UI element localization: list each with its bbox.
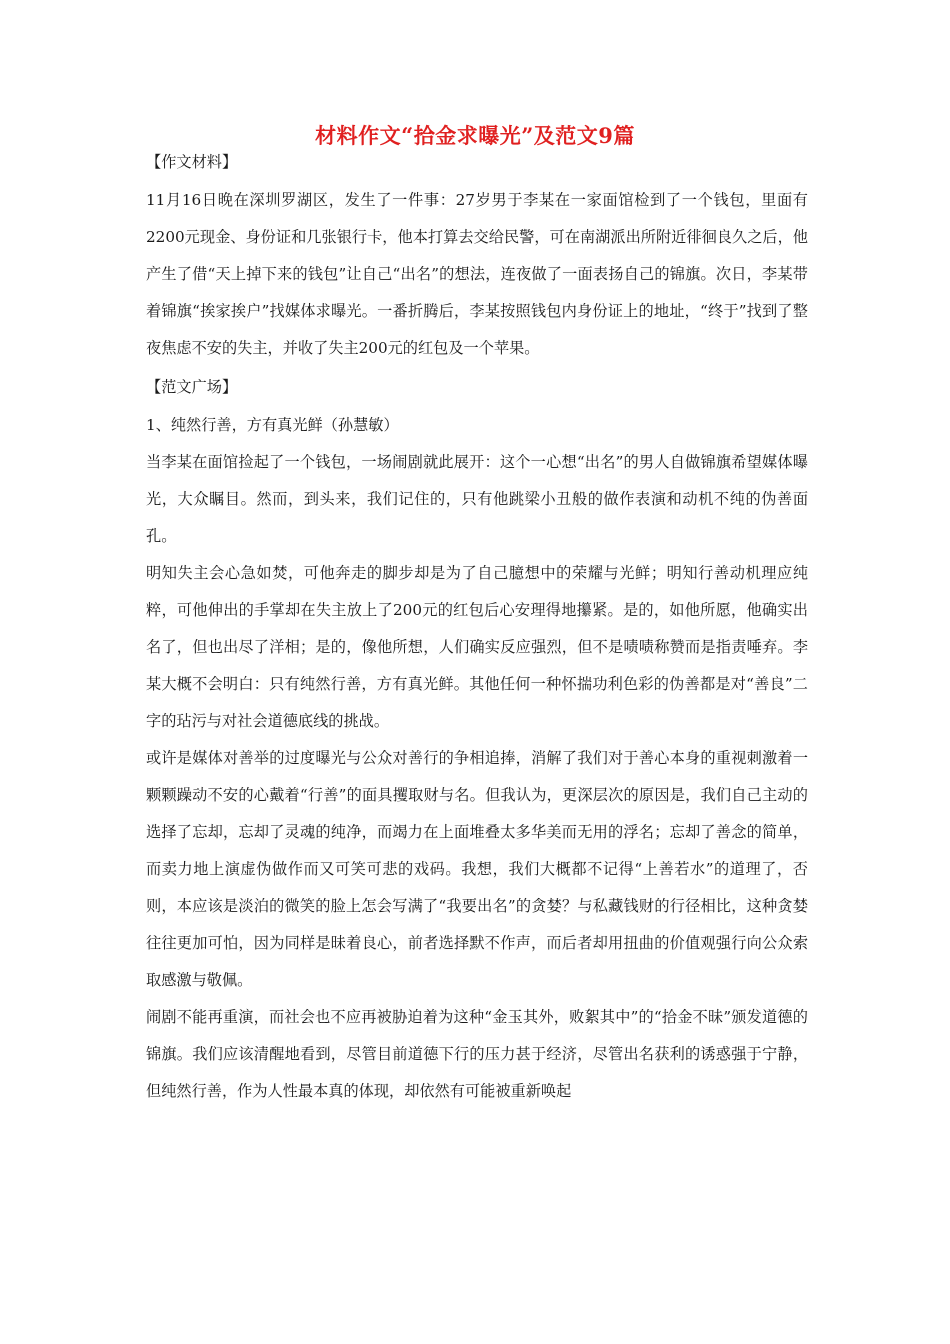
essay-paragraph-4: 闹剧不能再重演，而社会也不应再被胁迫着为这种“金玉其外，败絮其中”的“拾金不昧”颁发道德的锦旗。我们应该清醒地看到，尽管目前道德下行的压力甚于经济，尽管出名获利的诱惑强于宁静，但纯然行善，作为人性最本真的体现，却依然有可能被重新唤起 — [146, 1008, 808, 1100]
essay-paragraph-2: 明知失主会心急如焚，可他奔走的脚步却是为了自己臆想中的荣耀与光鲜；明知行善动机理应纯粹，可他伸出的手掌却在失主放上了200元的红包后心安理得地攥紧。是的，如他所愿，他确实出名了，但也出尽了洋相；是的，像他所想，人们确实反应强烈，但不是啧啧称赞而是指责唾弃。李某大概不会明白：只有纯然行善，方有真光鲜。其他任何一种怀揣功利色彩的伪善都是对“善良”二字的玷污与对社会道德底线的挑战。 — [146, 564, 808, 730]
essay-paragraph-3: 或许是媒体对善举的过度曝光与公众对善行的争相追捧，消解了我们对于善心本身的重视刺激着一颗颗躁动不安的心戴着“行善”的面具攫取财与名。但我认为，更深层次的原因是，我们自己主动的选择了忘却，忘却了灵魂的纯净，而竭力在上面堆叠太多华美而无用的浮名；忘却了善念的简单，而卖力地上演虚伪做作而又可笑可悲的戏码。我想，我们大概都不记得“上善若水”的道理了，否则，本应该是淡泊的微笑的脸上怎会写满了“我要出名”的贪婪？与私藏钱财的行径相比，这种贪婪往往更加可怕，因为同样是昧着良心，前者选择默不作声，而后者却用扭曲的价值观强行向公众索取感激与敬佩。 — [146, 749, 808, 989]
essay-paragraph-1: 当李某在面馆捡起了一个钱包，一场闹剧就此展开：这个一心想“出名”的男人自做锦旗希望媒体曝光，大众瞩目。然而，到头来，我们记住的，只有他跳梁小丑般的做作表演和动机不纯的伪善面孔。 — [146, 453, 808, 545]
section-heading-material: 【作文材料】 — [146, 153, 238, 171]
material-paragraph: 11月16日晚在深圳罗湖区，发生了一件事：27岁男于李某在一家面馆检到了一个钱包，里面有2200元现金、身份证和几张银行卡，他本打算去交给民警，可在南湖派出所附近徘徊良久之后，他产生了借“天上掉下来的钱包”让自己“出名”的想法，连夜做了一面表扬自己的锦旗。次日，李某带着锦旗“挨家挨户”找媒体求曝光。一番折腾后，李某按照钱包内身份证上的地址，“终于”找到了整夜焦虑不安的失主，并收了失主200元的红包及一个苹果。 — [146, 191, 808, 357]
document-title: 材料作文“拾金求曝光”及范文9篇 — [315, 123, 635, 148]
essay-subheading: 1、纯然行善，方有真光鲜（孙慧敏） — [146, 416, 399, 434]
section-heading-examples: 【范文广场】 — [146, 378, 238, 396]
document-body — [146, 150, 808, 1110]
